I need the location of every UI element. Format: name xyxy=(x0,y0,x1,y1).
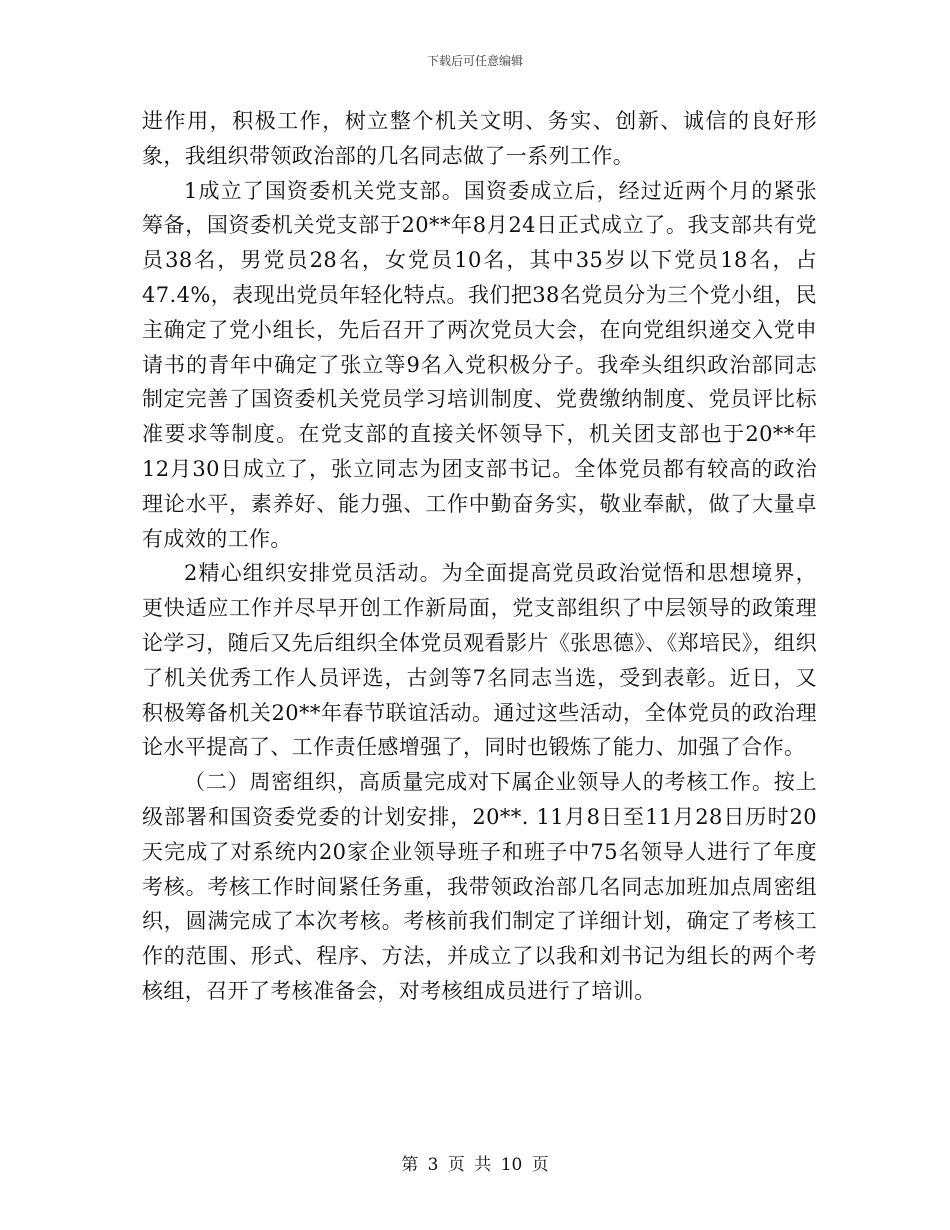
paragraph-assessment-work: （二）周密组织，高质量完成对下属企业领导人的考核工作。按上级部署和国资委党委的计划安排，20**. 11月8日至11月28日历时20天完成了对系统内20家企业领导班子和班子中75名领导人进行了年度考核。考核工作时间紧任务重，我带领政治部几名同志加班加点周密组织，圆满完成了本次考核。考核前我们制定了详细计划，确定了考核工作的范围、形式、程序、方法，并成立了以我和刘书记为组长的两个考核组，召开了考核准备会，对考核组成员进行了培训。 xyxy=(142,770,817,1003)
paragraph-continuation: 进作用，积极工作，树立整个机关文明、务实、创新、诚信的良好形象，我组织带领政治部的几名同志做了一系列工作。 xyxy=(142,109,817,168)
page-number-footer: 第 3 页 共 10 页 xyxy=(401,1155,549,1175)
page-header: 下载后可任意编辑 xyxy=(426,54,523,68)
paragraph-party-activities: 2精心组织安排党员活动。为全面提高党员政治觉悟和思想境界，更快适应工作并尽早开创工作新局面，党支部组织了中层领导的政策理论学习，随后又先后组织全体党员观看影片《张思德》、《郑培民》，组织了机关优秀工作人员评选，古剑等7名同志当选，受到表彰。近日，又积极筹备机关20**年春节联谊活动。通过这些活动，全体党员的政治理论水平提高了、工作责任感增强了，同时也锻炼了能力、加强了合作。 xyxy=(142,561,817,760)
document-body xyxy=(142,104,817,1009)
paragraph-party-branch: 1成立了国资委机关党支部。国资委成立后，经过近两个月的紧张筹备，国资委机关党支部于20**年8月24日正式成立了。我支部共有党员38名，男党员28名，女党员10名，其中35岁以下党员18名，占47.4%，表现出党员年轻化特点。我们把38名党员分为三个党小组，民主确定了党小组长，先后召开了两次党员大会，在向党组织递交入党申请书的青年中确定了张立等9名入党积极分子。我牵头组织政治部同志制定完善了国资委机关党员学习培训制度、党费缴纳制度、党员评比标准要求等制度。在党支部的直接关怀领导下，机关团支部也于20**年12月30日成立了，张立同志为团支部书记。全体党员都有较高的政治理论水平，素养好、能力强、工作中勤奋务实，敬业奉献，做了大量卓有成效的工作。 xyxy=(142,178,817,551)
